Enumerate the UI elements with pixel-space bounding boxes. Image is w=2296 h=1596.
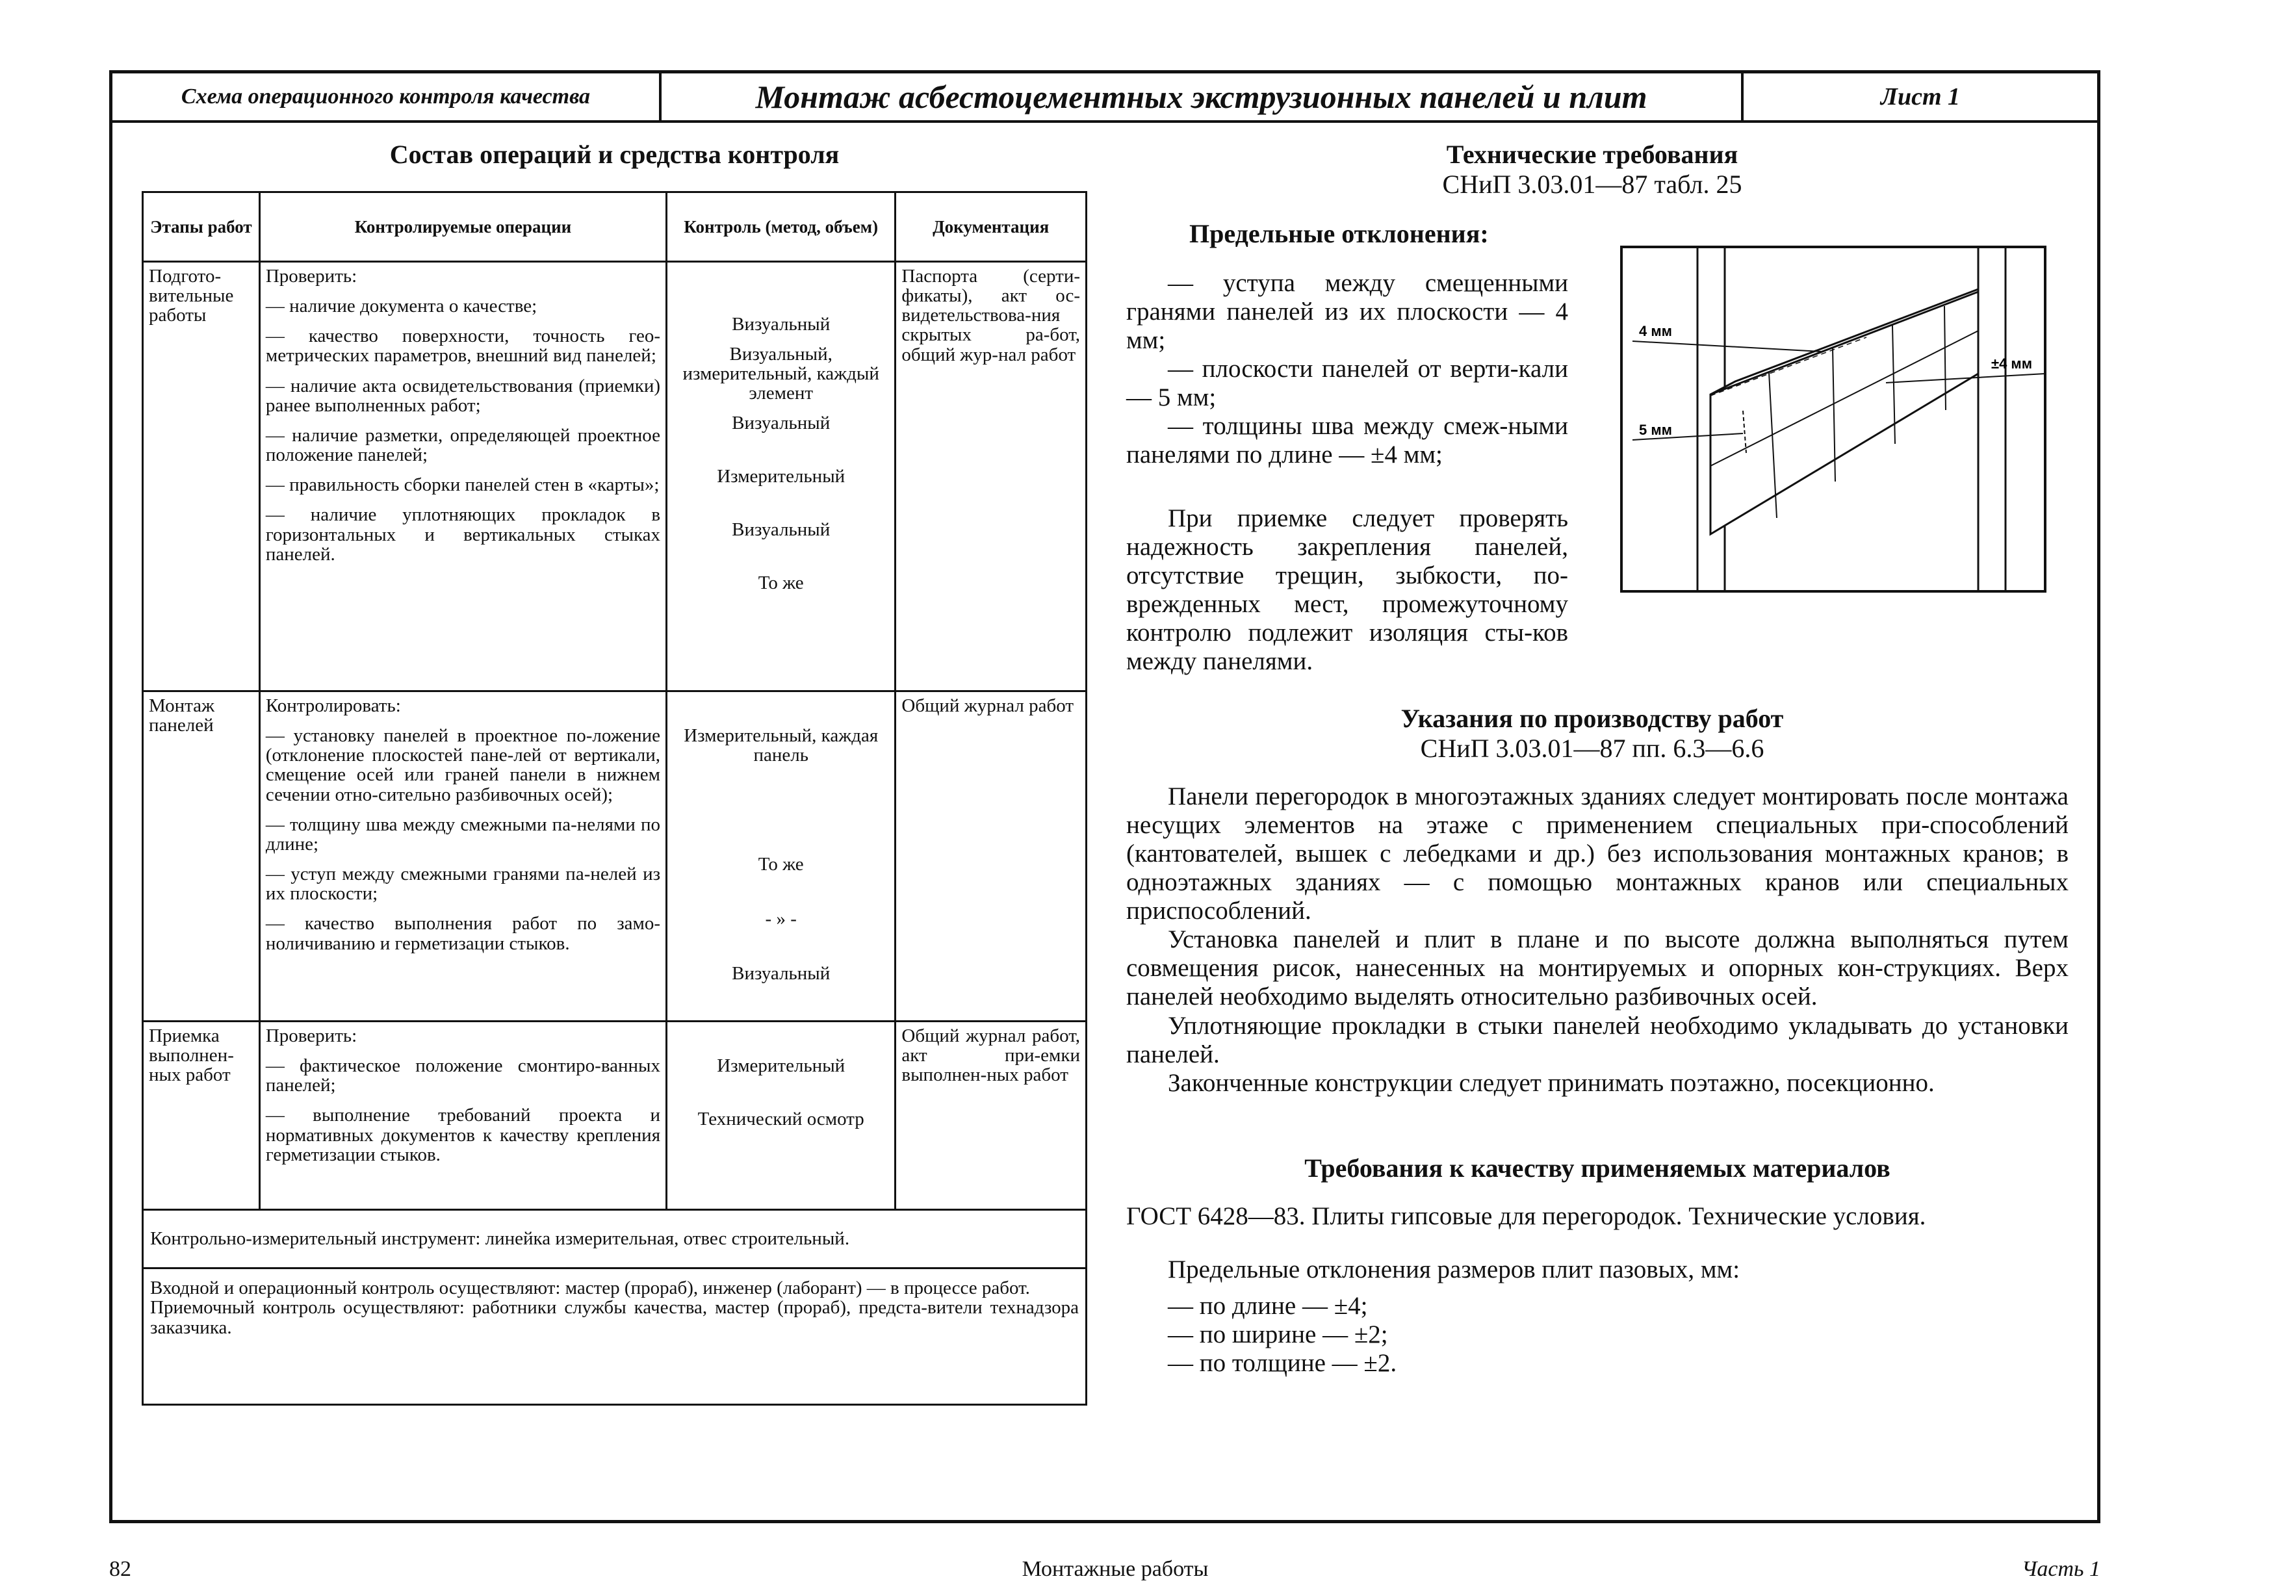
limit-item: — плоскости панелей от верти-кали — 5 мм;	[1126, 355, 1568, 412]
dim-item: — по ширине — ±2;	[1168, 1320, 1388, 1349]
operations-cell	[259, 691, 666, 1022]
control-persons-row	[143, 1268, 1087, 1405]
control-persons-cell	[143, 1268, 1087, 1405]
work-para: Уплотняющие прокладки в стыки панелей необходимо укладывать до установки панелей.	[1126, 1011, 2069, 1068]
operation-item: — выполнение требований проекта и нормативных документов к качеству крепления герметизации стыков.	[265, 1105, 661, 1165]
table-row	[143, 1022, 1087, 1210]
operations-title: Состав операций и средства контроля	[389, 140, 840, 169]
control-method: Визуальный	[732, 963, 831, 984]
control-cell	[667, 262, 896, 691]
operation-item: — наличие документа о качестве;	[265, 296, 537, 317]
panel-deviation-figure	[1619, 245, 2047, 593]
gost-text: ГОСТ 6428—83. Плиты гипсовые для перегородок. Технические условия.	[1126, 1202, 1926, 1230]
dims-title: Предельные отклонения размеров плит пазовых, мм:	[1168, 1255, 1740, 1283]
docs-cell: Общий журнал работ, акт при-емки выполнен-ных работ	[896, 1022, 1087, 1210]
control-persons-1: Входной и операционный контроль осуществляют: мастер (прораб), инженер (лаборант) — в процессе работ.	[150, 1278, 1030, 1298]
lead-text: Проверить:	[265, 1025, 357, 1046]
dims-list	[1168, 1292, 1818, 1378]
instrument-text: Контрольно-измерительный инструмент: линейка измерительная, отвес строительный.	[143, 1210, 1087, 1268]
control-persons-2: Приемочный контроль осуществляют: работники службы качества, мастер (прораб), предста-вители технадзора заказчика.	[150, 1297, 1079, 1338]
limits-list	[1126, 269, 1568, 469]
work-para: Панели перегородок в многоэтажных зданиях следует монтировать после монтажа несущих элементов на этаже с применением специальных при-способлений (кантователей, вышек с лебедками и др.) без использования монтажных кранов; в одноэтажных зданиях — с помощью монтажных кранов или специальных приспособлений.	[1126, 782, 2069, 925]
work-ref: СНиП 3.03.01—87 пп. 6.3—6.6	[1420, 734, 1764, 763]
col-docs: Документация	[896, 192, 1087, 262]
operation-item: — наличие уплотняющих прокладок в горизонтальных и вертикальных стыках панелей.	[265, 504, 661, 565]
instrument-row	[143, 1210, 1087, 1268]
control-method: То же	[758, 854, 804, 875]
operations-cell	[259, 262, 666, 691]
stage-cell: Подгото-вительные работы	[143, 262, 260, 691]
materials-title: Требования к качеству применяемых материалов	[1304, 1153, 1890, 1183]
control-method: Измерительный	[717, 1055, 845, 1076]
footer-part: Часть 1	[2021, 1557, 2100, 1581]
docs-cell: Общий журнал работ	[896, 691, 1087, 1022]
operations-table	[142, 191, 1087, 1406]
header-sheet: Лист 1	[1880, 83, 1961, 110]
header-title: Монтаж асбестоцементных экструзионных панелей и плит	[662, 73, 1744, 120]
col-control: Контроль (метод, объем)	[667, 192, 896, 262]
acceptance-text	[1126, 504, 1568, 676]
tech-title: Технические требования	[1446, 140, 1738, 169]
control-method: Измерительный	[717, 466, 845, 487]
limits-title: Предельные отклонения:	[1189, 219, 1489, 248]
operation-item: — установку панелей в проектное по-ложение (отклонение плоскостей пане-лей от вертикали, смещение осей или граней панели в нижнем сечении отно-сительно разбивочных осей);	[265, 725, 661, 805]
fig-label-5: 5 мм	[1639, 422, 1672, 438]
col-operations: Контролируемые операции	[259, 192, 666, 262]
control-method: Визуальный	[732, 314, 831, 335]
work-para: Установка панелей и плит в плане и по высоте должна выполняться путем совмещения рисок, нанесенных на монтируемых и опорных кон-струкциях. Верх панелей необходимо выделять относительно разбивочных осей.	[1126, 925, 2069, 1011]
table-header-row	[143, 192, 1087, 262]
operation-item: — наличие акта освидетельствования (приемки) ранее выполненных работ;	[265, 375, 661, 416]
lead-text: Проверить:	[265, 266, 357, 287]
control-method: То же	[758, 573, 804, 593]
control-method: Визуальный	[732, 413, 831, 433]
header-scheme: Схема операционного контроля качества	[112, 73, 662, 120]
limit-item: — уступа между смещенными гранями панелей из их плоскости — 4 мм;	[1126, 269, 1568, 355]
work-para: Законченные конструкции следует принимать поэтажно, посекционно.	[1168, 1068, 1935, 1097]
stage-cell: Приемка выполнен-ных работ	[143, 1022, 260, 1210]
work-instructions	[1126, 782, 2069, 1098]
sheet-header	[112, 73, 2097, 123]
control-method: Визуальный, измерительный, каждый элемент	[682, 344, 879, 404]
fig-label-4: 4 мм	[1639, 323, 1672, 339]
table-row	[143, 262, 1087, 691]
control-method: Технический осмотр	[697, 1109, 864, 1129]
control-method: - » -	[765, 908, 797, 929]
control-cell	[667, 691, 896, 1022]
limit-item: — толщины шва между смеж-ными панелями по длине — ±4 мм;	[1126, 412, 1568, 469]
operation-item: — качество поверхности, точность гео-метрических параметров, внешний вид панелей;	[265, 326, 661, 367]
dim-item: — по длине — ±4;	[1168, 1292, 1368, 1320]
docs-cell: Паспорта (серти-фикаты), акт ос-видетельствова-ния скрытых ра-бот, общий жур-нал работ	[896, 262, 1087, 691]
col-stage: Этапы работ	[143, 192, 260, 262]
operations-cell	[259, 1022, 666, 1210]
dim-item: — по толщине — ±2.	[1168, 1349, 1397, 1378]
fig-label-pm4: ±4 мм	[1991, 355, 2032, 372]
operation-item: — толщину шва между смежными па-нелями по длине;	[265, 814, 661, 855]
page-number: 82	[109, 1557, 131, 1581]
operation-item: — наличие разметки, определяющей проектное положение панелей;	[265, 424, 661, 466]
work-title: Указания по производству работ	[1400, 704, 1784, 733]
table-row	[143, 691, 1087, 1022]
control-method: Визуальный	[732, 519, 831, 540]
operation-item: — уступ между смежными гранями па-нелей из их плоскости;	[265, 864, 661, 905]
control-cell	[667, 1022, 896, 1210]
tech-ref: СНиП 3.03.01—87 табл. 25	[1442, 170, 1742, 199]
control-method: Измерительный, каждая панель	[684, 725, 879, 766]
acceptance-para: При приемке следует проверять надежность закрепления панелей, отсутствие трещин, зыбкости, по-врежденных мест, промежуточному контролю подлежит изоляция сты-ков между панелями.	[1126, 504, 1568, 676]
lead-text: Контролировать:	[265, 695, 401, 716]
stage-cell: Монтаж панелей	[143, 691, 260, 1022]
footer-section: Монтажные работы	[1022, 1557, 1209, 1581]
operation-item: — качество выполнения работ по замо-ноличиванию и герметизации стыков.	[265, 913, 661, 954]
operation-item: — правильность сборки панелей стен в «карты»;	[265, 474, 660, 496]
operation-item: — фактическое положение смонтиро-ванных панелей;	[265, 1055, 661, 1096]
